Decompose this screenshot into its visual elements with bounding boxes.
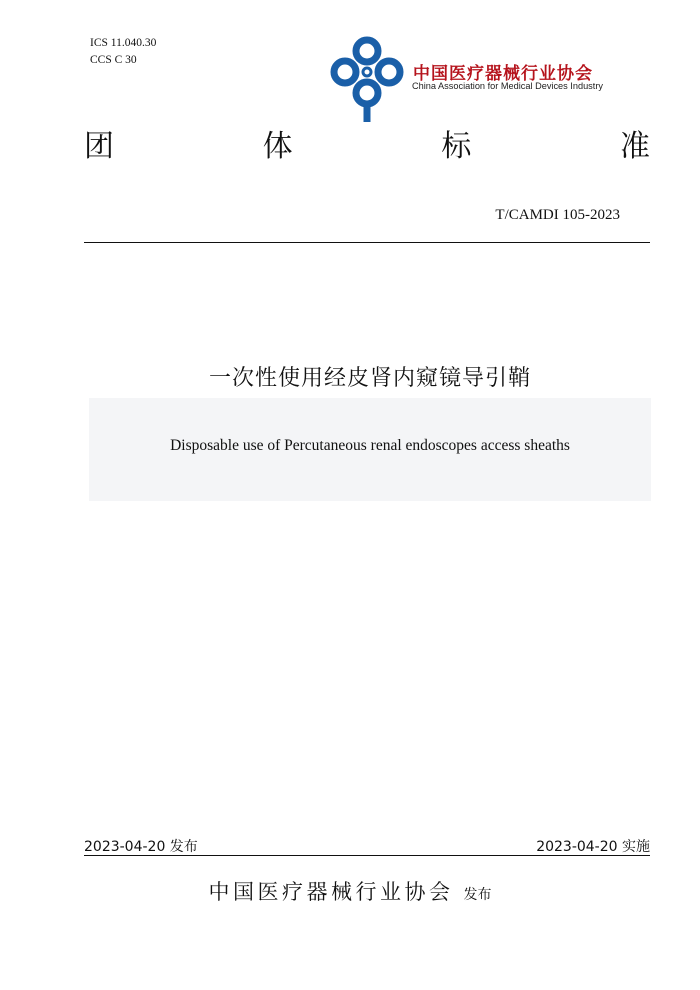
- standard-type: [84, 126, 650, 168]
- release-date: 2023-04-20 发布: [84, 839, 198, 855]
- association-name-cn: 中国医疗器械行业协会: [413, 64, 593, 84]
- implementation-date: 2023-04-20 实施: [536, 839, 650, 855]
- standard-number: T/CAMDI 105-2023: [495, 207, 620, 223]
- chinese-knot-logo-icon: [330, 34, 404, 124]
- standard-type-char: 标: [441, 129, 472, 164]
- ics-code: ICS 11.040.30: [90, 37, 157, 49]
- standard-type-char: 准: [619, 129, 650, 164]
- footer-divider: [84, 855, 650, 856]
- classification-codes: [90, 35, 156, 69]
- document-title-cn: 一次性使用经皮肾内窥镜导引鞘: [208, 366, 531, 391]
- issuer-name: 中国医疗器械行业协会: [208, 880, 454, 904]
- issuer-suffix: 发布: [463, 887, 492, 903]
- document-title-en: Disposable use of Percutaneous renal endoscopes access sheaths: [170, 437, 570, 454]
- ccs-code: CCS C 30: [90, 54, 137, 66]
- header-divider: [84, 242, 650, 243]
- standard-type-char: 团: [84, 129, 114, 164]
- association-name-en: China Association for Medical Devices Industry: [412, 81, 603, 91]
- standard-type-char: 体: [262, 129, 293, 164]
- issuer-line: [0, 876, 700, 906]
